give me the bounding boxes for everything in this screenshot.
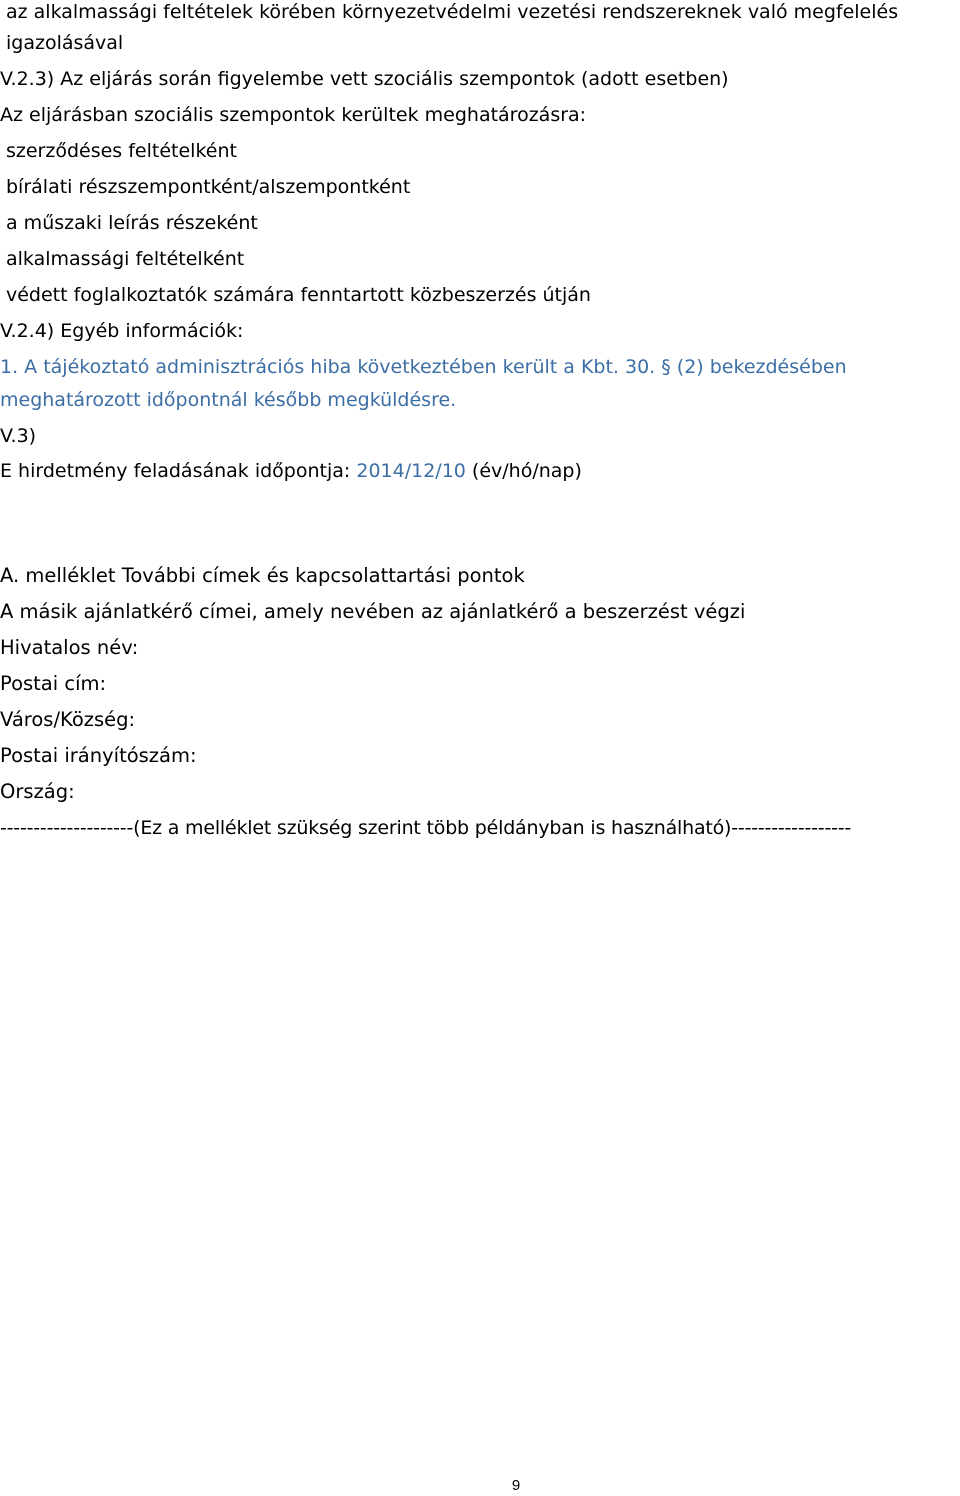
dispatch-date-value: 2014/12/10 <box>356 460 466 482</box>
section-heading: V.2.4) Egyéb információk: <box>0 320 244 342</box>
annex-subtitle: A másik ajánlatkérő címei, amely nevében az ajánlatkérő a beszerzést végzi <box>0 600 746 623</box>
dispatch-date-line <box>0 459 582 483</box>
annex-footer-line: --------------------(Ez a melléklet szükség szerint több példányban is használható)------------------ <box>0 817 852 839</box>
annex-title: A. melléklet További címek és kapcsolattartási pontok <box>0 564 525 587</box>
annex-field-label: Postai cím: <box>0 672 107 695</box>
option-item: alkalmassági feltételként <box>6 248 245 270</box>
annex-field-label: Hivatalos név: <box>0 636 139 659</box>
page-number: 9 <box>511 1477 521 1494</box>
text-line: Az eljárásban szociális szempontok kerültek meghatározásra: <box>0 104 587 126</box>
dispatch-date-format: (év/hó/nap) <box>471 460 582 482</box>
dispatch-date-label: E hirdetmény feladásának időpontja: <box>0 460 351 482</box>
annex-field-label: Ország: <box>0 780 75 803</box>
info-text-line: meghatározott időpontnál később megküldésre. <box>0 389 457 411</box>
text-line: igazolásával <box>6 32 124 54</box>
option-item: bírálati részszempontként/alszempontként <box>6 176 411 198</box>
annex-field-label: Város/Község: <box>0 708 136 731</box>
option-item: a műszaki leírás részeként <box>6 212 258 234</box>
section-heading: V.2.3) Az eljárás során figyelembe vett szociális szempontok (adott esetben) <box>0 68 729 90</box>
text-line: az alkalmassági feltételek körében környezetvédelmi vezetési rendszereknek való megfelelés <box>6 1 899 23</box>
option-item: szerződéses feltételként <box>6 140 237 162</box>
section-heading: V.3) <box>0 425 37 447</box>
option-item: védett foglalkoztatók számára fenntartott közbeszerzés útján <box>6 284 591 306</box>
annex-field-label: Postai irányítószám: <box>0 744 197 767</box>
info-text-line: 1. A tájékoztató adminisztrációs hiba következtében került a Kbt. 30. § (2) bekezdésében <box>0 356 847 378</box>
